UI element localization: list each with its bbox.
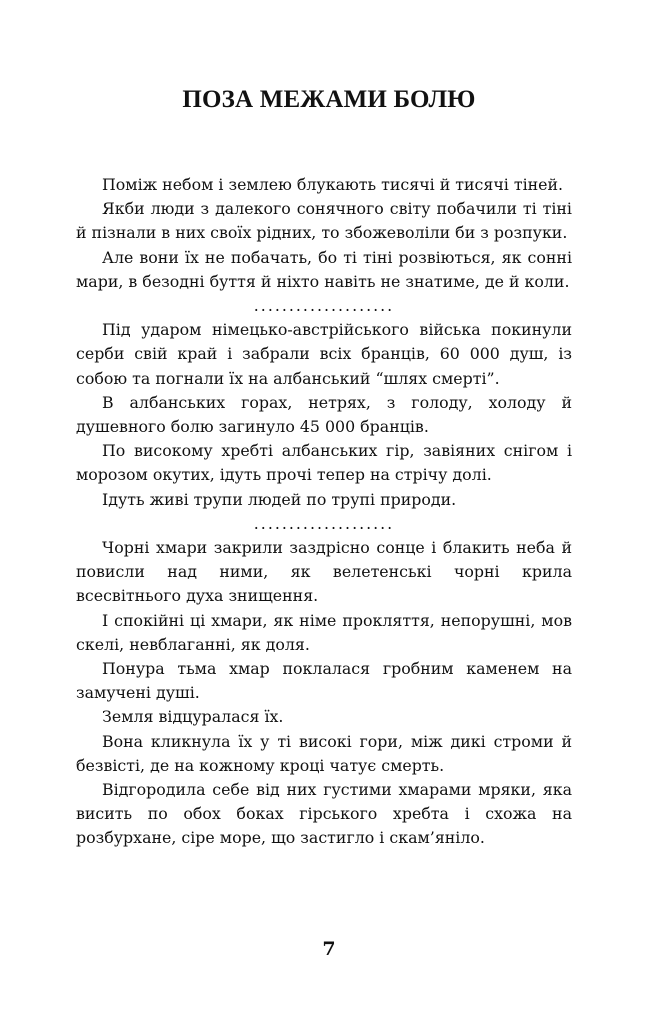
section-separator: .................... [253,513,395,533]
paragraph: Якби люди з далекого сонячного світу побачили ті тіні й пізнали в них своїх рідних, то збожеволіли би з розпуки. [76,199,572,243]
paragraph: Поміж небом і землею блукають тисячі й тисячі тіней. [102,175,564,194]
paragraph: Вона кликнула їх у ті високі гори, між дикі строми й безвісті, де на кожному кроці чатує смерть. [76,731,572,775]
paragraph: І спокійні ці хмари, як німе прокляття, непорушні, мов скелі, невблаганні, як доля. [76,610,572,654]
paragraph: По високому хребті албанських гір, завіяних снігом і морозом окутих, ідуть прочі тепер на стрічу долі. [76,441,572,485]
paragraph: Чорні хмари закрили заздрісно сонце і блакить неба й повисли над ними, як велетенські чорні крила всесвітнього духа знищення. [76,538,572,606]
chapter-title: ПОЗА МЕЖАМИ БОЛЮ [182,86,476,113]
paragraph: Земля відцуралася їх. [102,707,284,727]
section-separator: .................... [253,296,395,316]
paragraph: Ідуть живі трупи людей по трупі природи. [102,489,457,509]
chapter-body [76,173,572,851]
paragraph: Понура тьма хмар поклалася гробним каменем на замучені душі. [76,659,572,703]
page-number: 7 [322,938,336,960]
paragraph: Під ударом німецько-австрійського війська покинули серби свій край і забрали всіх бранців, 60 000 душ, із собою та погнали їх на албанський “шлях смерті”. [76,320,572,388]
paragraph: Відгородила себе від них густими хмарами мряки, яка висить по обох боках гірського хребта і схожа на розбурхане, сіре море, що застигло і скам’яніло. [76,780,572,848]
paragraph: Але вони їх не побачать, бо ті тіні розвіються, як сонні мари, в безодні буття й ніхто навіть не знатиме, де й коли. [76,247,572,291]
paragraph: В албанських горах, нетрях, з голоду, холоду й душевного болю загинуло 45 000 бранців. [76,392,572,437]
